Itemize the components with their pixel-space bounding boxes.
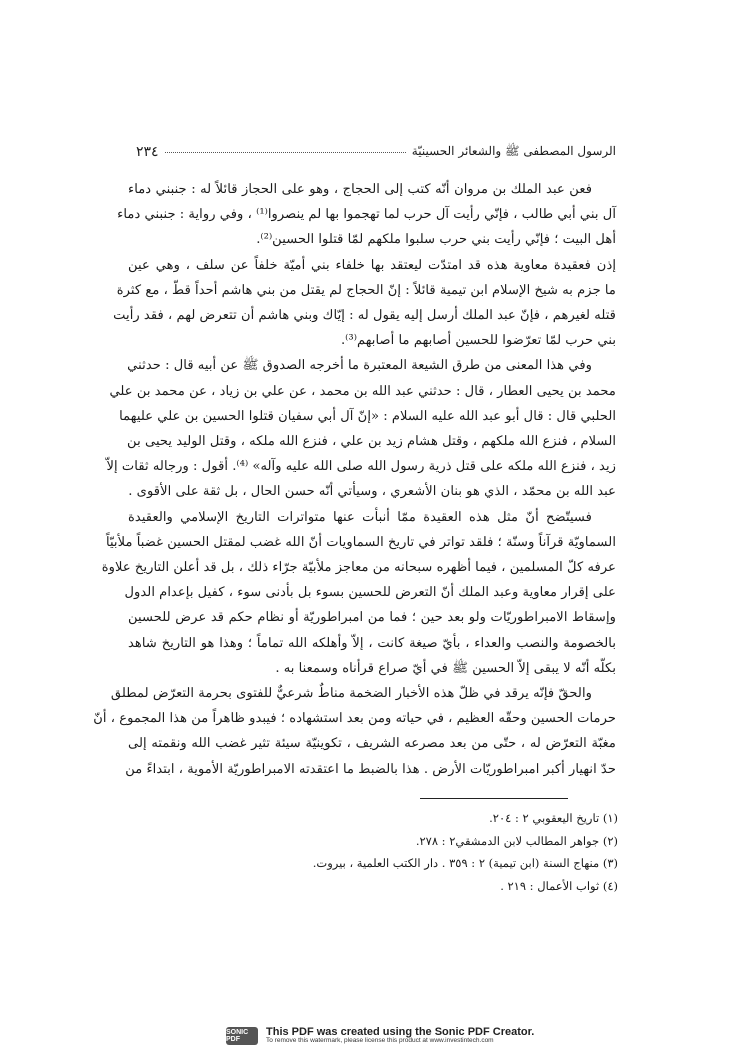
text-line: الحلبي قال : قال أبو عبد الله عليه السلام : «إنّ آل أبي سفيان قتلوا الحسين بن علي عليهما bbox=[119, 408, 616, 424]
footnote-2: (٢) جواهر المطالب لابن الدمشقي٢ : ٢٧٨. bbox=[415, 833, 618, 848]
text-line: وإسقاط الامبراطوريّات ولو بعد حين ؛ فما من امبراطوريّة أو نظام حكم قد عرض للحسين bbox=[128, 610, 616, 626]
text-line: والحقّ فإنّه يرقد في ظلّ هذه الأخبار الضخمة مناطٌ شرعيٌّ للفتوى بحرمة التعرّض لمطلق bbox=[110, 686, 592, 702]
running-header bbox=[128, 141, 616, 163]
text-line: زيد ، فنزع الله ملكه على قتل ذرية رسول الله صلى الله عليه وآله» ⁽⁴⁾. أقول : ورجاله ثقات إلاّ bbox=[106, 459, 616, 475]
text-line: بكلّه أنّه لا يبقى إلاّ الحسين ﷺ في أيّ صراع قرأناه وسمعنا به . bbox=[275, 660, 616, 676]
text-line: قتله لغيرهم ، فإنّ عبد الملك أرسل إليه يقول له : إيّاك وبني هاشم أن تتعرض لهم ، فقد رأيت bbox=[113, 308, 616, 324]
paragraph-2 bbox=[113, 253, 616, 354]
pdf-watermark bbox=[226, 1025, 536, 1047]
paragraph-3 bbox=[106, 353, 616, 504]
footnote-3: (٣) منهاج السنة (ابن تيمية) ٢ : ٣٥٩ . دار الكتب العلمية ، بيروت. bbox=[312, 856, 618, 870]
watermark-line-2: To remove this watermark, please license this product at www.investintech.com bbox=[266, 1037, 494, 1045]
text-line: السماويّة قرآناً وسنّة ؛ فلقد تواتر في تاريخ السماويات أنّ الله غضب لمقتل الحسين غضباً ملأبيّاً bbox=[105, 534, 616, 550]
text-line: إذن فعقيدة معاوية هذه قد امتدّت ليعتقد بها خلفاء بني أميّة خلفاً عن سلف ، وهي عين bbox=[128, 257, 616, 273]
page-number: ٢٣٤ bbox=[136, 144, 159, 160]
header-title: الرسول المصطفى ﷺ والشعائر الحسينيّة bbox=[411, 143, 616, 158]
paragraph-1 bbox=[117, 177, 616, 253]
text-line: وفي هذا المعنى من طرق الشيعة المعتبرة ما أخرجه الصدوق ﷺ عن أبيه قال : حدثني bbox=[127, 358, 592, 374]
text-line: على إقرار معاوية وعبد الملك أنّ التعرض للحسين بسوء بل بأدنى سوء ، كفيل بإعدام الدول bbox=[124, 585, 616, 601]
sonic-pdf-logo: SONIC PDF bbox=[226, 1027, 258, 1045]
watermark-text bbox=[266, 1027, 534, 1045]
footnote-1: (١) تاريخ اليعقوبي ٢ : ٢٠٤. bbox=[489, 811, 618, 825]
text-line: عبد الله بن محمّد ، الذي هو بنان الأشعري ، وسيأتي أنّه حسن الحال ، بل ثقة على الأقوى . bbox=[128, 484, 616, 500]
watermark-line-1: This PDF was created using the Sonic PDF Creator. bbox=[266, 1025, 535, 1038]
text-line: آل بني أبي طالب ، فإنّي رأيت آل حرب لما تهجموا بها لم ينصروا⁽¹⁾ ، وفي رواية : جنبني دماء bbox=[117, 207, 616, 223]
text-line: بالخصومة والنصب والعداء ، بأيّ صيغة كانت ، إلاّ وأهلكه الله تماماً ؛ وهذا هو التاريخ شاهد bbox=[128, 635, 616, 651]
text-line: فسيتّضح أنّ مثل هذه العقيدة ممّا أنبأت عنها متواترات التاريخ الإسلامي والعقيدة bbox=[128, 509, 592, 525]
footnote-4: (٤) ثواب الأعمال : ٢١٩ . bbox=[500, 878, 618, 893]
footnotes bbox=[300, 807, 618, 897]
text-line: حدّ انهيار أكبر امبراطوريّات الأرض . هذا بالضبط ما اعتقدته الامبراطوريّة الأموية ، ابتداءً من bbox=[125, 761, 616, 777]
text-line: أهل البيت ؛ فإنّي رأيت بني حرب سلبوا ملكهم لمّا قتلوا الحسين⁽²⁾. bbox=[256, 232, 616, 248]
text-line: حرمات الحسين وحقّه العظيم ، في حياته ومن بعد استشهاده ؛ فيبدو ظاهراً من هذا المجموع ، أنّ bbox=[93, 711, 616, 727]
paragraph-4 bbox=[101, 505, 616, 681]
footnote-separator bbox=[420, 798, 568, 799]
text-line: عرفه كلّ المسلمين ، فيما أظهره سبحانه من معاجز ملأبيّة جرّاء ذلك ، بل قد أعلن التاريخ علاوة bbox=[101, 560, 616, 576]
text-line: محمد بن يحيى العطار ، قال : حدثني عبد الله بن محمد ، عن علي بن زياد ، عن محمد بن علي bbox=[109, 383, 616, 399]
header-leader-dots bbox=[165, 152, 406, 153]
text-line: بني حرب لمّا تعرّضوا للحسين أصابهم ما أصابهم⁽³⁾. bbox=[340, 333, 616, 349]
text-line: فعن عبد الملك بن مروان أنّه كتب إلى الحجاج ، وهو على الحجاز قائلاً له : جنبني دماء bbox=[128, 182, 592, 197]
text-line: مغبّة التعرّض له ، حتّى من بعد مصرعه الشريف ، تكوينيّة سيئة تثير غضب الله ونقمته إلى bbox=[128, 736, 616, 752]
paragraph-5 bbox=[93, 681, 616, 782]
text-line: ما جزم به شيخ الإسلام ابن تيمية قائلاً : إنّ الحجاج لم يقتل من بني هاشم أحداً قطّ ، مع كثرة bbox=[116, 282, 616, 298]
text-line: السلام ، فنزع الله ملكهم ، وقتل هشام زيد بن علي ، فنزع الله ملكه ، وقتل الوليد يحيى بن bbox=[127, 434, 616, 450]
body-text bbox=[93, 177, 616, 782]
